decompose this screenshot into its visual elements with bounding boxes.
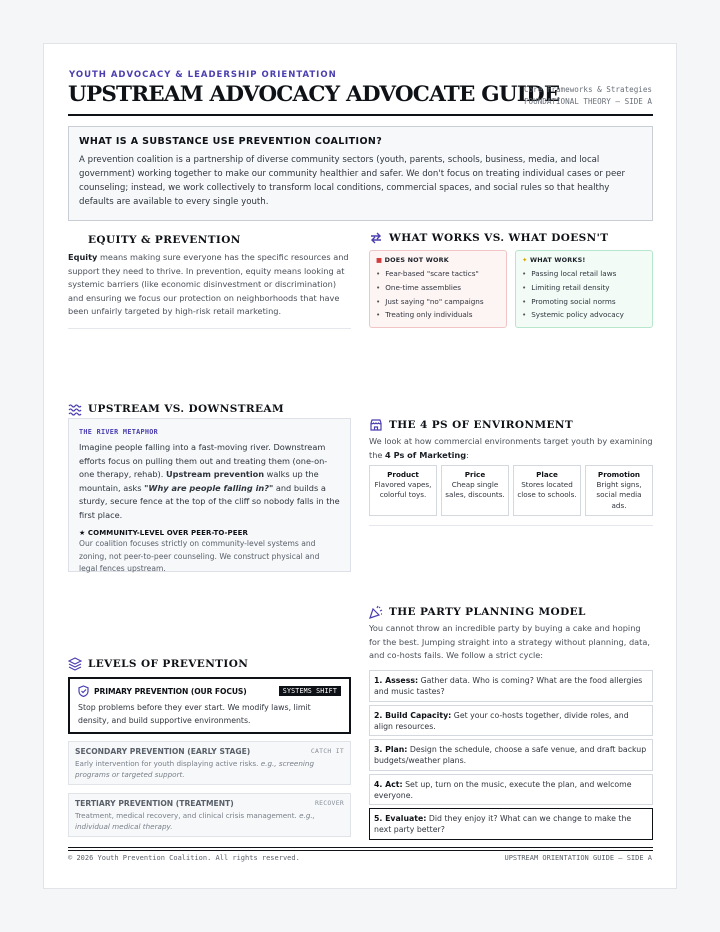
step-build-capacity: 2. Build Capacity: Get your co-hosts together, divide roles, and align resources. — [369, 705, 653, 737]
primary-prevention-text: Stop problems before they ever start. We modify laws, limit density, and build supportive environments. — [78, 703, 311, 725]
equity-heading — [68, 233, 351, 247]
party-popper-icon — [369, 605, 383, 619]
step-plan: 3. Plan: Design the schedule, choose a safe venue, and draft backup budgets/weather plans. — [369, 739, 653, 771]
list-item: • Systemic policy advocacy — [522, 308, 646, 322]
party-heading — [369, 605, 653, 619]
footer-copyright: © 2026 Youth Prevention Coalition. All rights reserved. — [68, 854, 300, 862]
waves-icon — [68, 402, 82, 416]
sparkle-icon: ✦ — [522, 256, 530, 264]
party-steps — [369, 670, 653, 843]
what-works-box — [515, 250, 653, 328]
equity-heading-text: EQUITY & PREVENTION — [88, 234, 241, 246]
intro-box — [68, 126, 653, 221]
party-heading-text: THE PARTY PLANNING MODEL — [389, 606, 586, 618]
levels-heading — [68, 657, 351, 671]
ps-price: Price Cheap single sales, discounts. — [441, 465, 509, 516]
what-works-list — [522, 267, 646, 322]
meta-line-2: FOUNDATIONAL THEORY — SIDE A — [523, 97, 652, 106]
party-intro: You cannot throw an incredible party by buying a cake and hoping for the best. Jumping straight into a strategy without planning, data, and co-hosts fails. We follow a strict cycle: — [369, 623, 651, 660]
list-item: • Just saying "no" campaigns — [376, 295, 500, 309]
step-act: 4. Act: Set up, turn on the music, execute the plan, and welcome everyone. — [369, 774, 653, 806]
star-icon: ★ — [79, 529, 88, 537]
step-evaluate: 5. Evaluate: Did they enjoy it? What can we change to make the next party better? — [369, 808, 653, 840]
intro-text: A prevention coalition is a partnership of diverse community sectors (youth, parents, schools, business, media, and local government) working together to make our community healthier and safer. We don't focus on treating individual cases or peer counseling; instead, we work collectively to transform local conditions, commercial spaces, and social rules so that healthy defaults are available to every single youth. — [79, 155, 626, 207]
works-section — [369, 231, 653, 245]
primary-prevention-card — [68, 677, 351, 734]
tertiary-prevention-card — [68, 793, 351, 837]
blank-icon — [68, 233, 82, 247]
header-rule — [68, 114, 653, 116]
does-not-work-label: ■ DOES NOT WORK — [376, 256, 449, 264]
equity-section — [68, 233, 351, 329]
list-item: • Passing local retail laws — [522, 267, 646, 281]
community-level-heading: ★ COMMUNITY-LEVEL OVER PEER-TO-PEER — [79, 529, 249, 537]
river-tag: THE RIVER METAPHOR — [79, 428, 159, 436]
party-section — [369, 605, 653, 663]
shield-check-icon — [78, 685, 89, 697]
primary-prevention-header — [78, 685, 341, 697]
levels-heading-text: LEVELS OF PREVENTION — [88, 658, 249, 670]
works-heading — [369, 231, 653, 245]
list-item: • Treating only individuals — [376, 308, 500, 322]
divider — [369, 525, 653, 526]
does-not-work-box — [369, 250, 507, 328]
levels-section — [68, 657, 351, 671]
ps-place: Place Stores located close to schools. — [513, 465, 581, 516]
ps-product: Product Flavored vapes, colorful toys. — [369, 465, 437, 516]
list-item: • One-time assemblies — [376, 281, 500, 295]
stop-icon: ■ — [376, 256, 385, 264]
works-heading-text: WHAT WORKS VS. WHAT DOESN'T — [389, 232, 609, 244]
river-text: Imagine people falling into a fast-moving river. Downstream efforts focus on pulling them out and treating them (one-on-one therapy, rehab). Upstream prevention walks up the mountain, asks "Why are people falling in?" and builds a sturdy, secure fence at the top of the cliff so nobody falls in the first place. — [79, 442, 340, 520]
header-meta — [524, 84, 652, 108]
eyebrow: YOUTH ADVOCACY & LEADERSHIP ORIENTATION — [69, 70, 337, 80]
community-level-text: Our coalition focuses strictly on community-level systems and zoning, not peer-to-peer counseling. We construct physical and legal fences upstream. — [79, 539, 320, 573]
river-metaphor-box — [68, 418, 351, 572]
tertiary-prevention-text: Treatment, medical recovery, and clinical crisis management. e.g., individual medical therapy. — [75, 811, 315, 831]
list-item: • Promoting social norms — [522, 295, 646, 309]
meta-line-1: Core Frameworks & Strategies — [523, 85, 652, 94]
guide-sheet — [43, 43, 677, 889]
four-ps-section — [369, 418, 653, 462]
equity-term: Equity — [68, 252, 98, 262]
equity-text — [68, 251, 351, 319]
upstream-section — [68, 402, 351, 416]
footer-rule — [68, 847, 653, 851]
layers-icon — [68, 657, 82, 671]
primary-prevention-title: PRIMARY PREVENTION (OUR FOCUS) — [94, 686, 247, 696]
ps-promotion: Promotion Bright signs, social media ads. — [585, 465, 653, 516]
list-item: • Fear-based "scare tactics" — [376, 267, 500, 281]
upstream-heading — [68, 402, 351, 416]
footer-side-label: UPSTREAM ORIENTATION GUIDE — SIDE A — [504, 854, 652, 862]
catch-it-tag: CATCH IT — [310, 747, 344, 755]
what-works-label: ✦ WHAT WORKS! — [522, 256, 586, 264]
storefront-icon — [369, 418, 383, 432]
secondary-prevention-card — [68, 741, 351, 785]
does-not-work-list — [376, 267, 500, 322]
list-item: • Limiting retail density — [522, 281, 646, 295]
secondary-prevention-text: Early intervention for youth displaying active risks. e.g., screening programs or targeted support. — [75, 759, 315, 779]
four-ps-heading-text: THE 4 PS OF ENVIRONMENT — [389, 419, 574, 431]
recover-tag: RECOVER — [314, 799, 344, 807]
tertiary-prevention-title: TERTIARY PREVENTION (TREATMENT) — [75, 799, 234, 808]
copyright-icon: © — [68, 854, 77, 862]
secondary-prevention-title: SECONDARY PREVENTION (EARLY STAGE) — [75, 747, 251, 756]
systems-shift-badge: SYSTEMS SHIFT — [279, 686, 341, 696]
swap-arrows-icon — [369, 231, 383, 245]
four-ps-intro: We look at how commercial environments target youth by examining the 4 Ps of Marketing: — [369, 436, 653, 460]
four-ps-grid — [369, 465, 653, 516]
upstream-heading-text: UPSTREAM VS. DOWNSTREAM — [88, 403, 285, 415]
four-ps-heading — [369, 418, 653, 432]
divider — [68, 328, 351, 329]
step-assess: 1. Assess: Gather data. Who is coming? What are the food allergies and music tastes? — [369, 670, 653, 702]
equity-body: means making sure everyone has the specific resources and support they need to thrive. In prevention, equity means looking at systemic barriers (like economic disinvestment or discrimination) and ensuring we focus our protection on neighborhoods that have been unfairly targeted by high-risk retail marketing. — [68, 252, 349, 316]
page-title: UPSTREAM ADVOCACY ADVOCATE GUIDE — [68, 82, 560, 107]
intro-heading: WHAT IS A SUBSTANCE USE PREVENTION COALITION? — [79, 136, 383, 147]
